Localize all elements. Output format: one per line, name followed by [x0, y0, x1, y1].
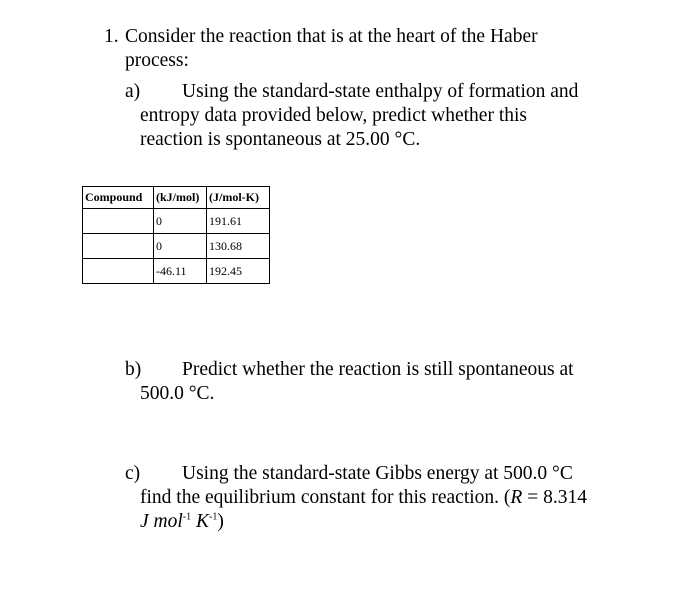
exponent-k: -1	[209, 511, 218, 523]
table-header-row	[83, 187, 270, 209]
part-c-line3	[140, 510, 224, 534]
part-a-label: a)	[125, 81, 141, 102]
part-a-line2: entropy data provided below, predict whether this	[140, 105, 527, 126]
part-b-line1: Predict whether the reaction is still spontaneous at	[182, 359, 574, 380]
table-header-cell: (kJ/mol)	[154, 187, 207, 209]
table-cell	[83, 209, 154, 234]
part-c-label: c)	[125, 463, 141, 484]
table-cell: -46.11	[154, 259, 207, 284]
part-b-line2: 500.0 °C.	[140, 383, 215, 404]
closing-paren: )	[217, 511, 224, 532]
table-cell: 192.45	[207, 259, 270, 284]
table-cell	[83, 234, 154, 259]
table-row	[83, 259, 270, 284]
gas-constant-symbol: R	[510, 487, 523, 508]
unit-j-mol: J mol	[140, 511, 183, 532]
table-cell: 0	[154, 209, 207, 234]
gas-constant-value: = 8.314	[522, 487, 587, 508]
part-a-line1: Using the standard-state enthalpy of formation and	[182, 81, 579, 102]
table-cell: 191.61	[207, 209, 270, 234]
part-a-line3: reaction is spontaneous at 25.00 °C.	[140, 129, 421, 150]
thermo-data-table	[82, 186, 270, 284]
unit-k: K	[191, 511, 210, 532]
table-row	[83, 209, 270, 234]
table-cell	[83, 259, 154, 284]
part-c-line2	[140, 486, 587, 510]
part-b-label: b)	[125, 359, 142, 380]
part-c-line1: Using the standard-state Gibbs energy at 500.0 °C	[182, 463, 573, 484]
table-header-cell: Compound	[83, 187, 154, 209]
table-cell: 0	[154, 234, 207, 259]
table-header-cell: (J/mol-K)	[207, 187, 270, 209]
question-intro-line1: Consider the reaction that is at the heart of the Haber	[125, 26, 538, 47]
table-cell: 130.68	[207, 234, 270, 259]
question-number: 1.	[104, 26, 119, 47]
part-c-line2-text: find the equilibrium constant for this reaction. (	[140, 487, 511, 508]
exponent-mol: -1	[182, 511, 192, 523]
table-row	[83, 234, 270, 259]
question-intro-line2: process:	[125, 50, 189, 71]
